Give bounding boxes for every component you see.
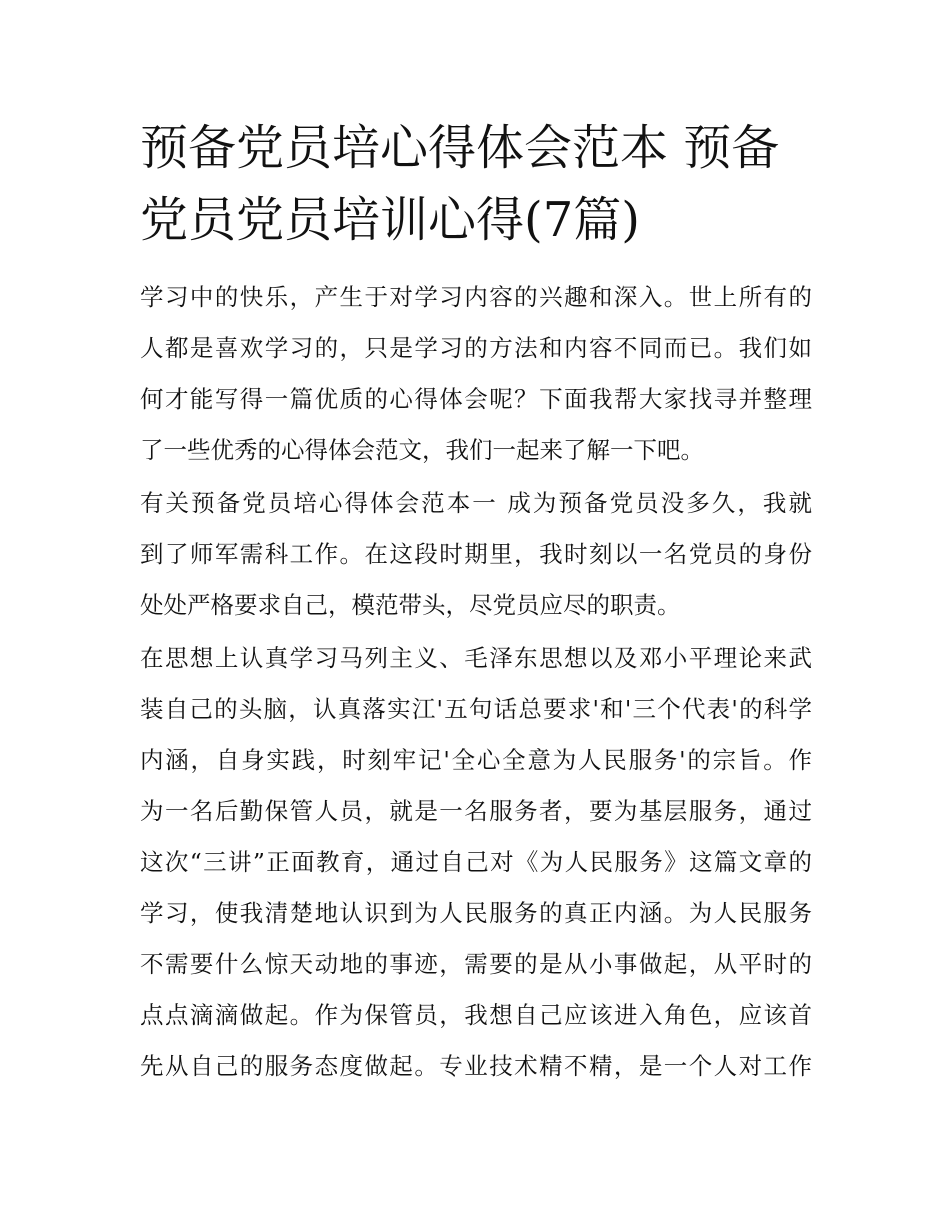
paragraph-sample-one	[140, 478, 812, 631]
title-line: 预备党员培心得体会范本 预备	[140, 120, 780, 176]
paragraph-line: 学习，使我清楚地认识到为人民服务的真正内涵。为人民服务	[140, 899, 812, 927]
paragraph-line: 装自己的头脑，认真落实江'五句话总要求'和'三个代表'的科学	[140, 695, 812, 723]
paragraph-line: 人都是喜欢学习的，只是学习的方法和内容不同而已。我们如	[140, 334, 812, 362]
paragraph-line: 这次“三讲”正面教育，通过自己对《为人民服务》这篇文章的	[140, 848, 812, 876]
paragraph-intro	[140, 272, 812, 476]
paragraph-line: 了一些优秀的心得体会范文，我们一起来了解一下吧。	[140, 436, 704, 464]
paragraph-line: 何才能写得一篇优质的心得体会呢？下面我帮大家找寻并整理	[140, 385, 812, 413]
title-line: 党员党员培训心得(7篇)	[140, 192, 640, 248]
paragraph-line: 有关预备党员培心得体会范本一 成为预备党员没多久，我就	[140, 489, 812, 517]
paragraph-line: 先从自己的服务态度做起。专业技术精不精，是一个人对工作	[140, 1052, 812, 1080]
paragraph-line: 为一名后勤保管人员，就是一名服务者，要为基层服务，通过	[140, 797, 812, 825]
paragraph-line: 内涵，自身实践，时刻牢记'全心全意为人民服务'的宗旨。作	[140, 746, 812, 774]
paragraph-line: 处处严格要求自己，模范带头，尽党员应尽的职责。	[140, 591, 681, 619]
document-content	[140, 112, 812, 1092]
paragraph-thought	[140, 633, 812, 1092]
paragraph-line: 在思想上认真学习马列主义、毛泽东思想以及邓小平理论来武	[140, 644, 812, 672]
paragraph-line: 学习中的快乐，产生于对学习内容的兴趣和深入。世上所有的	[140, 283, 812, 311]
paragraph-line: 不需要什么惊天动地的事迹，需要的是从小事做起，从平时的	[140, 950, 812, 978]
document-title	[140, 112, 812, 256]
paragraph-line: 点点滴滴做起。作为保管员，我想自己应该进入角色，应该首	[140, 1001, 812, 1029]
paragraph-line: 到了师军需科工作。在这段时期里，我时刻以一名党员的身份	[140, 540, 812, 568]
